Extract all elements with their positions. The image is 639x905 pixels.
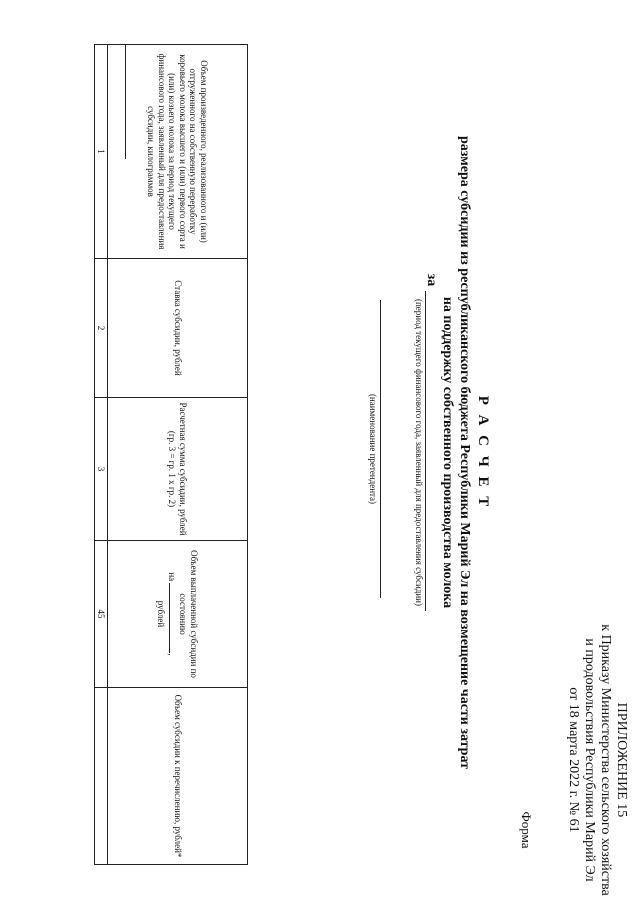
appendix-order-line: к Приказу Министерства сельского хозяйства <box>598 624 613 896</box>
appendix-ministry-line: и продовольствия Республики Марий Эл <box>582 638 597 882</box>
calculation-table <box>94 44 248 865</box>
col-num-5 <box>95 688 108 865</box>
appendix-number: ПРИЛОЖЕНИЕ 15 <box>614 702 629 818</box>
table-header-row <box>108 45 248 865</box>
col-num-1: 1 <box>95 45 108 259</box>
document-title <box>439 0 473 905</box>
col-paid-date-prefix: на <box>167 572 177 582</box>
appendix-header <box>565 620 629 900</box>
col-paid-header <box>108 541 248 688</box>
document-heading: Р А С Ч Е Т <box>475 395 491 510</box>
col-rate-header: Ставка субсидии, рублей <box>108 259 248 398</box>
col-volume-header: Объем произведенного, реализованного и (или) отгруженного на собственную переработку коровьего молока высшего и (или) первого сорта и (или) козьего молока за период текущего финансового года, заявленный для предоставления субсидии, килограммов <box>108 45 248 259</box>
col-paid-date: на , <box>167 572 177 656</box>
applicant-caption: (наименование претендента) <box>368 393 378 505</box>
footnote-separator <box>125 44 126 159</box>
col-calculated-title: Расчетная сумма субсидии, рублей <box>178 402 188 536</box>
applicant-blank-line[interactable] <box>380 300 381 598</box>
col-paid-unit: рублей <box>156 600 167 628</box>
period-blank-line[interactable] <box>425 291 426 611</box>
col-calculated-header <box>108 398 248 541</box>
period-caption: (период текущего финансового года, заявленный для предоставления субсидии) <box>414 298 424 606</box>
table-number-row <box>95 45 108 865</box>
col-calculated-formula: (гр. 3 = гр. 1 x гр. 2) <box>167 430 178 508</box>
col-num-2: 2 <box>95 259 108 398</box>
appendix-date-line: от 18 марта 2022 г. № 61 <box>566 687 581 833</box>
col-transfer-header: Объем субсидии к перечислению, рублей* <box>108 688 248 865</box>
period-prefix: за <box>424 273 439 287</box>
col-num-3: 3 <box>95 398 108 541</box>
col-num-4: 45 <box>95 541 108 688</box>
title-line-1: размера субсидии из республиканского бюджета Республики Марий Эл на возмещение части затрат <box>457 136 472 769</box>
col-paid-title: Объем выплаченной субсидии по состоянию <box>178 550 199 678</box>
form-label: Форма <box>519 811 534 849</box>
title-line-2: на поддержку собственного производства молока <box>440 296 455 609</box>
col-paid-date-blank[interactable] <box>169 583 178 653</box>
